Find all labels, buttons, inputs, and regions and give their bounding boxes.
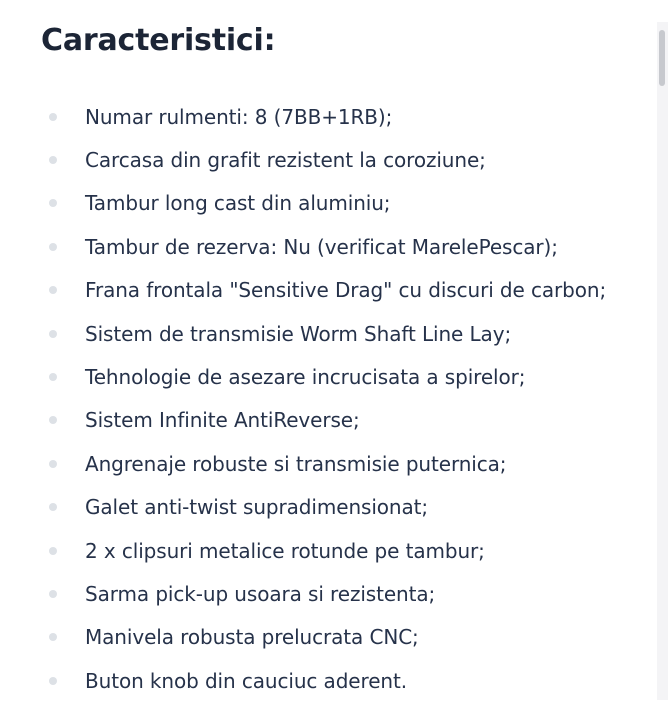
list-item (0, 95, 640, 138)
bullet-icon (49, 633, 57, 641)
scrollbar-thumb[interactable] (659, 30, 665, 86)
bullet-icon (49, 547, 57, 555)
bullet-icon (49, 460, 57, 468)
feature-text: Galet anti-twist supradimensionat; (85, 495, 429, 520)
feature-text: Sarma pick-up usoara si rezistenta; (85, 581, 436, 606)
bullet-icon (49, 286, 57, 294)
feature-text: Manivela robusta prelucrata CNC; (85, 625, 419, 650)
feature-text: Sistem Infinite AntiReverse; (85, 408, 360, 433)
list-item (0, 399, 640, 442)
list-item (0, 529, 640, 572)
feature-text: Buton knob din cauciuc aderent. (85, 668, 407, 693)
list-item (0, 659, 640, 702)
feature-text: Numar rulmenti: 8 (7BB+1RB); (85, 104, 393, 129)
vertical-scrollbar[interactable] (657, 22, 668, 700)
list-item (0, 138, 640, 181)
list-item (0, 312, 640, 355)
bullet-icon (49, 373, 57, 381)
bullet-icon (49, 677, 57, 685)
features-list (0, 95, 640, 702)
feature-text: 2 x clipsuri metalice rotunde pe tambur; (85, 538, 485, 563)
list-item (0, 572, 640, 615)
bullet-icon (49, 199, 57, 207)
feature-text: Tehnologie de asezare incrucisata a spirelor; (85, 365, 526, 390)
feature-text: Angrenaje robuste si transmisie puternica; (85, 451, 507, 476)
bullet-icon (49, 590, 57, 598)
list-item (0, 269, 640, 312)
feature-text: Sistem de transmisie Worm Shaft Line Lay; (85, 321, 512, 346)
feature-text: Carcasa din grafit rezistent la coroziune; (85, 148, 486, 173)
section-title: Caracteristici: (41, 23, 276, 58)
feature-text: Frana frontala "Sensitive Drag" cu discuri de carbon; (85, 278, 607, 303)
list-item (0, 486, 640, 529)
bullet-icon (49, 243, 57, 251)
bullet-icon (49, 503, 57, 511)
list-item (0, 182, 640, 225)
list-item (0, 225, 640, 268)
feature-text: Tambur de rezerva: Nu (verificat MarelePescar); (85, 234, 558, 259)
bullet-icon (49, 416, 57, 424)
list-item (0, 442, 640, 485)
list-item (0, 355, 640, 398)
bullet-icon (49, 156, 57, 164)
list-item (0, 616, 640, 659)
bullet-icon (49, 330, 57, 338)
bullet-icon (49, 113, 57, 121)
feature-text: Tambur long cast din aluminiu; (85, 191, 391, 216)
